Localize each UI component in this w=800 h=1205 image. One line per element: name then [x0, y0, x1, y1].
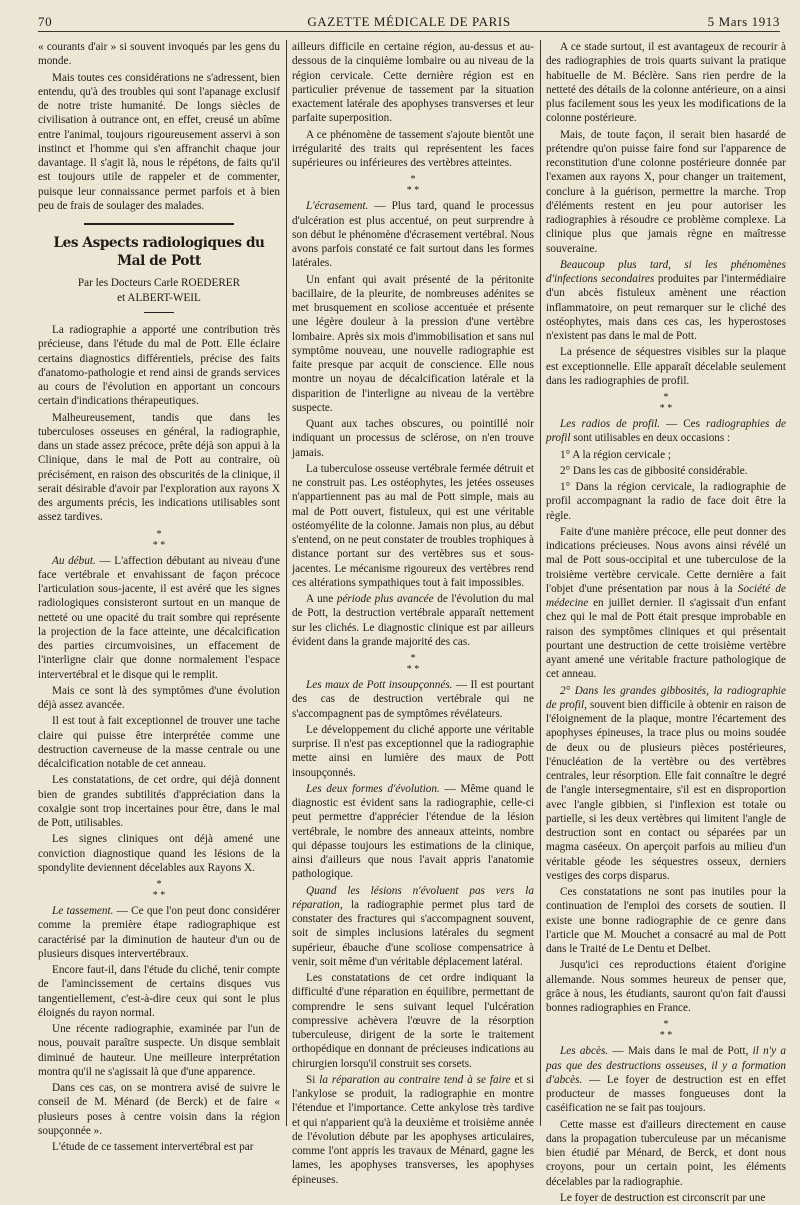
paragraph: Les signes cliniques ont déjà amené une conviction diagnostique quand les lésions de la spondylite deviennent décelables aux Rayons X.: [38, 833, 280, 874]
paragraph: Mais, de toute façon, il serait bien hasardé de prétendre qu'on puisse faire fond sur l'apparence de reconstitution d'une colonne postérieure donnée par l'examen aux rayons X, pour changer un traitement, conclure à la guérison, permettre la marche. Trop d'éléments restent en jeu pour autoriser les radiographies à résoudre ce problème complexe. La clinique plus que jamais règne en maîtresse souveraine.: [546, 128, 786, 255]
paragraph: Le développement du cliché apporte une véritable surprise. Il n'est pas exceptionnel que la radiographie mette ainsi en lumière des maux de Pott insoupçonnés.: [292, 723, 534, 779]
article-authors: [38, 276, 280, 306]
paragraph: Les maux de Pott insoupçonnés. — Il est pourtant des cas de destruction vertébrale qui ne s'accompagnent pas de symptômes révélateurs.: [292, 679, 534, 720]
section-heading: Les maux de Pott insoupçonnés.: [306, 679, 453, 691]
paragraph: A ce phénomène de tassement s'ajoute bientôt une irrégularité des traits qui représentent les faces supérieures ou inférieures des vertèbres atteintes.: [292, 128, 534, 169]
column-2: [292, 40, 534, 1186]
section-heading: Les radios de profil.: [560, 418, 660, 430]
paragraph: ailleurs difficile en certaine région, au-dessus et au-dessous de la cinquième lombaire ou au niveau de la région cervicale. Cette dernière région est en particulier prévenue de tassement par la situation exactement latérale des apophyses transverses et leur parfaite superposition.: [292, 41, 534, 125]
paragraph: Encore faut-il, dans l'étude du cliché, tenir compte de l'amincissement de certains disques vus tangentiellement, c'est-à-dire ceux qui sont le plus éloignés du rayon normal.: [38, 964, 280, 1019]
section-heading: L'écrasement.: [306, 200, 369, 213]
section-heading: Quand les lésions n'évoluent pas vers la réparation,: [292, 884, 534, 911]
article-separator: [84, 223, 234, 225]
paragraph: La radiographie a apporté une contribution très précieuse, dans l'étude du mal de Pott. Elle éclaire certains diagnostics différentiels, précise des faits d'anatomo-pathologie et rend ainsi de grands services au cours de l'évolution en apportant un concours certain d'indications thérapeutiques.: [38, 324, 280, 408]
section-stars: * * *: [659, 1019, 673, 1042]
section-heading: Les deux formes d'évolution.: [306, 782, 440, 795]
paragraph: « courants d'air » si souvent invoqués par les gens du monde.: [38, 41, 280, 68]
paragraph: Si la réparation au contraire tend à se faire et si l'ankylose se produit, la radiographie en montre l'étendue et l'importance. Cette ankylose très tardive et qui n'apparient qu'à la deuxième et troisième année de l'évolution débute par les apophyses articulaires, comme l'ont appris les travaux de Ménard, gagne les lames, les apophyses transverses, les apophyses épineuses.: [292, 1073, 534, 1186]
paragraph: 2° Dans les grandes gibbosités, la radiographie de profil, souvent bien difficile à obtenir en raison de l'éloignement de la plaque, montre l'écartement des apophyses épineuses, la trace plus ou moins soudée de deux ou de plusieurs pièces postérieures, l'énucléation de la vertèbre ou des vertèbres centrales, leur résorption. Elle fait connaître le degré de l'angle intersegmentaire, s'il est en disproportion avec l'angle gibbien, si l'inflexion est totale ou partielle, si les deux vertèbres qui limitent l'angle de destruction sont en contact ou séparées par un magma caséeux. On aperçoit parfois au milieu d'un véritable géode les séquestres osseux, derniers vestiges des corps disparus.: [546, 684, 786, 882]
paragraph: Un enfant qui avait présenté de la péritonite bacillaire, de la pleurite, de nombreuses adénites se met brusquement en scoliose accentuée et présente une légère douleur à la pression d'une vertèbre lombaire. Après six mois d'immobilisation et sans nul symptôme nouveau, une nouvelle radiographie est faite presque par acquit de conscience. Elle nous montre un noyau de décalcification latérale et la disparition de l'interligne au niveau de la vertèbre suspecte.: [292, 273, 534, 414]
page-number: 70: [38, 14, 53, 29]
paragraph: Dans ces cas, on se montrera avisé de suivre le conseil de M. Ménard (de Berck) et de faire « plusieurs poses à centre voisin dans la région soupçonnée ».: [38, 1082, 280, 1137]
paragraph: Le foyer de destruction est circonscrit par une: [560, 1191, 766, 1204]
section-heading: 2° Dans les grandes gibbosités, la radiographie de profil,: [546, 684, 786, 711]
paragraph: La tuberculose osseuse vertébrale fermée détruit et ne construit pas. Les ostéophytes, les jetées osseuses n'appartiennent pas au mal de Pott simple, mais au mal de Pott ouvert, fistuleux, qui est une véritable ostéomyélite de la colonne. Jamais non plus, au début s'entend, on ne peut constater de troubles trophiques à distance portant sur des vertèbres sus et sous-jacentes. Le mécanisme rigoureux des vertèbres rend ces altérations sympathiques tout à fait impossibles.: [292, 462, 534, 589]
paragraph: Ces constatations ne sont pas inutiles pour la continuation de l'emploi des corsets de soutien. Il existe une bonne radiographie de ce genre dans l'article que M. Mouchet a consacré au mal de Pott dans le Traité de Le Dentu et Delbet.: [546, 886, 786, 955]
paragraph: L'écrasement. — Plus tard, quand le processus d'ulcération est plus accentué, on peut surprendre à son début le phénomène d'écrasement vertébral. Nous avons parfois constaté ce fait surtout dans les formes latérales.: [292, 200, 534, 270]
authors-line: Par les Docteurs Carle ROEDERER: [77, 277, 241, 289]
section-stars: * * *: [659, 392, 673, 414]
paragraph: Quant aux taches obscures, ou pointillé noir indiquant un processus de sclérose, on n'en trouve jamais.: [292, 418, 534, 459]
section-stars: * * *: [406, 653, 420, 675]
paragraph: Mais toutes ces considérations ne s'adressent, bien entendu, qu'à des troubles qui sont l'apanage exclusif de notre triste humanité. De longs siècles de civilisation à outrance ont, en effet, creusé un abîme entre l'animal, toujours rigoureusement asservi à son instinct et l'homme qui s'en affranchit chaque jour davantage. Il s'agit là, nous le répétons, de faits qu'il est toujours utile de rappeler et de commenter, puisque leur connaissance permet parfois et à bien peu de frais de soulager des malades.: [38, 71, 280, 212]
column-divider: [540, 40, 541, 1126]
column-1: [38, 40, 280, 1153]
section-heading: Beaucoup plus tard, si les phénomènes d'infections secondaires: [546, 258, 786, 285]
section-stars: * * *: [152, 528, 166, 551]
paragraph: 1° Dans la région cervicale, la radiographie de profil accompagnant la radio de face doit être la règle.: [546, 481, 786, 522]
paragraph: Il est tout à fait exceptionnel de trouver une tache claire qui puisse être interprétée comme une destruction caverneuse de la masse centrale ou une décalcification notable de cet anneau.: [38, 715, 280, 770]
paragraph: Beaucoup plus tard, si les phénomènes d'infections secondaires produites par l'intermédiaire d'un abcès fistuleux amènent une réaction inflammatoire, on peut remarquer sur le cliché des ostéophytes, mais dans ces cas, les hyperostoses n'existent pas dans le mal de Pott.: [546, 258, 786, 342]
journal-title: GAZETTE MÉDICALE DE PARIS: [307, 14, 511, 29]
paragraph: Mais ce sont là des symptômes d'une évolution déjà assez avancée.: [38, 684, 280, 711]
article-title: Les Aspects radiologiques du Mal de Pott: [53, 235, 265, 269]
issue-date: 5 Mars 1913: [707, 14, 780, 29]
paragraph: Les radios de profil. — Ces radiographies de profil sont utilisables en deux occasions :: [546, 418, 786, 445]
paragraph: Le tassement. — Ce que l'on peut donc considérer comme la première étape radiographique est caractérisé par la diminution de hauteur d'un ou de plusieurs disques intervertébraux.: [38, 905, 280, 960]
paragraph: Malheureusement, tandis que dans les tuberculoses osseuses en général, la radiographie, dans un stade assez précoce, prête déjà son appui à la Clinique, dans le mal de Pott au contraire, où précisément, en raison des obscurités de la clinique, il serait désirable d'avoir par l'exploration aux rayons X des arguments précis, les indications utilisables sont assez tardives.: [38, 411, 280, 524]
page-header: [38, 8, 780, 30]
paragraph: Une récente radiographie, examinée par l'un de nous, pouvait paraître suspecte. Un disque semblait diminué de hauteur. Une meilleure interprétation montra qu'il ne s'agissait là que d'une apparence.: [38, 1023, 280, 1078]
paragraph: Cette masse est d'ailleurs directement en cause dans la propagation tuberculeuse par un mécanisme bien étudié par Ménard, de Berck, et dont nous croyons, pour un certain point, les éléments décelables par la radiographie.: [546, 1118, 786, 1188]
section-heading: la réparation au contraire tend à se faire: [319, 1073, 511, 1086]
paragraph: Faite d'une manière précoce, elle peut donner des indications précieuses. Nous avons ainsi révélé un mal de Pott sous-occipital et une tuberculose de la troisième vertèbre cervicale. Cette dernière a fait l'objet d'une présentation par nous à la Société de médecine en juillet dernier. Il s'agissait d'un enfant chez qui le mal de Pott était presque improbable en raison des symptômes cliniques et qui présentait pourtant une destruction de cette troisième vertèbre ayant amené une véritable fracture pathologique de cet anneau.: [546, 525, 786, 681]
paragraph: La présence de séquestres visibles sur la plaque est exceptionnelle. Elle apparaît décelable seulement dans les radiographies de profil.: [546, 346, 786, 387]
list-item: 2° Dans les cas de gibbosité considérable.: [560, 464, 748, 477]
authors-line: et ALBERT-WEIL: [117, 292, 201, 304]
paragraph: A une période plus avancée de l'évolution du mal de Pott, la destruction vertébrale apparaît nettement sur les clichés. Le diagnostic clinique est par ailleurs évident dans la grande majorité des cas.: [292, 593, 534, 648]
paragraph: Quand les lésions n'évoluent pas vers la réparation, la radiographie permet plus tard de constater des fractures qui s'accompagnent souvent, soit de simples inclusions latérales du segment supérieur, ébauche d'une scoliose compensatrice à venir, soit même d'un véritable déplacement latéral.: [292, 884, 534, 968]
column-3: [546, 40, 786, 1204]
header-rule: [38, 31, 780, 32]
paragraph: A ce stade surtout, il est avantageux de recourir à des radiographies de trois quarts suivant la pratique habituelle de M. Béclère. Sans rien perdre de la netteté des détails de la colonne antérieure, on a ainsi plus facilement sous les yeux les modifications de la colonne postérieure.: [546, 41, 786, 125]
paragraph: L'étude de ce tassement intervertébral est par: [52, 1141, 254, 1153]
section-stars: * * *: [152, 879, 166, 901]
society-name: Société de médecine: [546, 582, 786, 609]
paragraph: Les deux formes d'évolution. — Même quand le diagnostic est évident sans la radiographie, celle-ci peut permettre d'apprécier l'étendue de la lésion vertébrale, le nombre des anneaux atteints, nombre qui dépasse toujours les estimations de la clinique, ainsi d'ailleurs que nous l'avait appris l'anatomie pathologique.: [292, 782, 534, 881]
section-heading: Le tassement.: [52, 905, 114, 917]
paragraph: Les constatations, de cet ordre, qui déjà donnent bien de grandes subtilités d'appréciation dans la coxalgie sont trop incertaines pour être, dans le mal de Pott, utilisables.: [38, 774, 280, 829]
paragraph: Les constatations de cet ordre indiquant la difficulté d'une réparation en équilibre, permettant de comprendre le sens suivant lequel l'ulcération compressive achèvera l'œuvre de la résorption tuberculeuse, dirigent de la sorte le traitement orthopédique en donnant de précieuses indications au chirurgien lorsqu'il construit ses corsets.: [292, 972, 534, 1070]
paragraph: Au début. — L'affection débutant au niveau d'une face vertébrale et envahissant de façon précoce l'articulation sous-jacente, il est avéré que les signes radiologiques consisteront surtout en un manque de netteté ou une opacité du trait sombre qui représente la projection de la face atteinte, une décalcification des parties circumvoisines, un effacement de l'interligne clair que donne normalement l'espace intervertébral et le disque qui le remplit.: [38, 554, 280, 681]
section-heading: Au début.: [52, 554, 96, 567]
column-divider: [286, 40, 287, 1126]
section-heading: période plus avancée: [336, 593, 434, 605]
section-heading: Les abcès.: [560, 1045, 609, 1058]
list-item: 1° A la région cervicale ;: [560, 448, 672, 461]
title-underline: [144, 312, 174, 313]
paragraph: Les abcès. — Mais dans le mal de Pott, il n'y a pas que des destructions osseuses, il y a formation d'abcès. — Le foyer de destruction est en effet producteur de masses fongueuses dont la caséification ne se fait pas toujours.: [546, 1045, 786, 1115]
paragraph: Jusqu'ici ces reproductions étaient d'origine allemande. Nous sommes heureux de penser que, grâce à nous, les étudiants, sauront qu'on fait d'aussi bonnes radiographies en France.: [546, 959, 786, 1014]
section-stars: * * *: [406, 174, 420, 197]
